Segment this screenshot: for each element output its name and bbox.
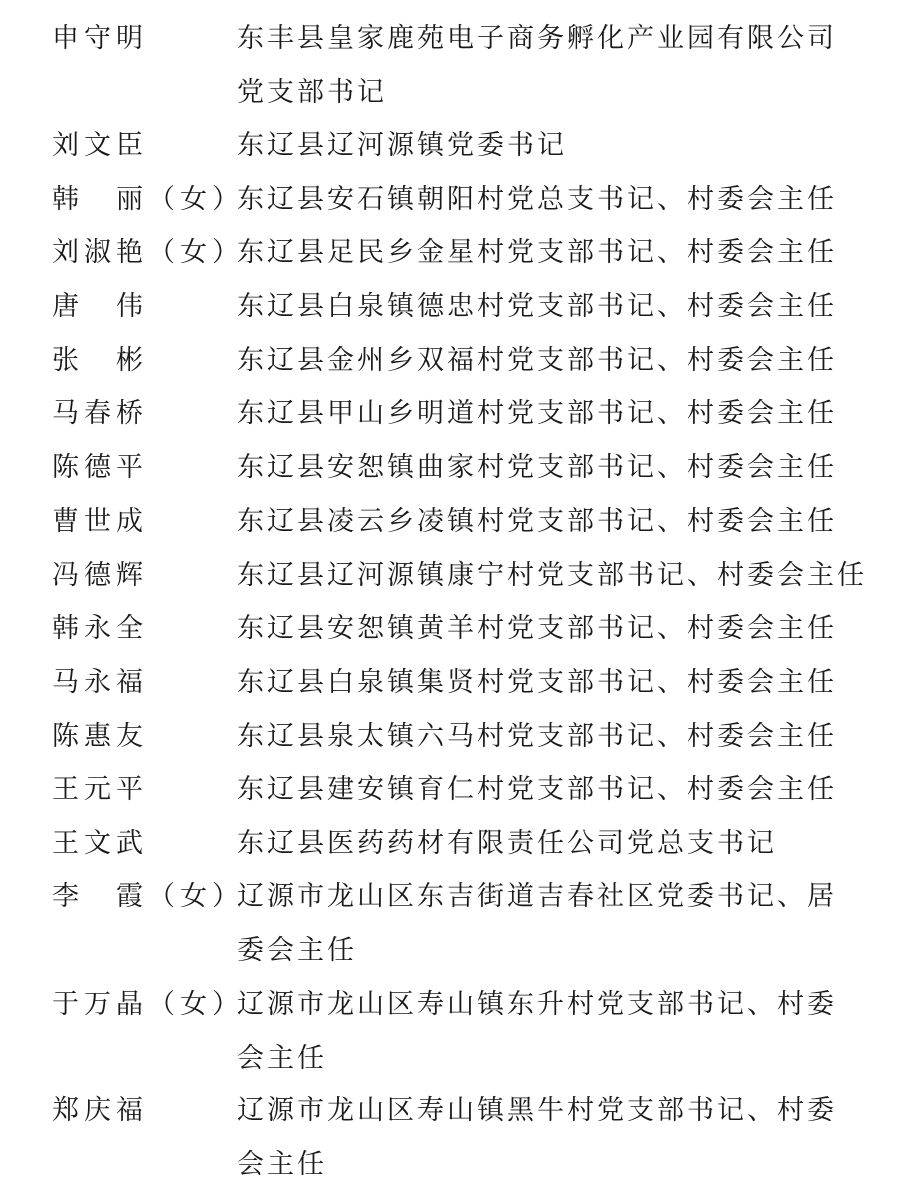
person-name: 李 霞（女） bbox=[52, 881, 244, 912]
title-line: 东辽县凌云乡凌镇村党支部书记、村委会主任 bbox=[237, 506, 837, 537]
title-line: 东辽县辽河源镇党委书记 bbox=[237, 130, 567, 161]
person-name: 申守明 bbox=[52, 23, 148, 54]
title-line: 东辽县辽河源镇康宁村党支部书记、村委会主任 bbox=[237, 560, 867, 591]
person-name: 王文武 bbox=[52, 828, 148, 859]
person-name: 于万晶（女） bbox=[52, 989, 244, 1020]
title-line: 东辽县白泉镇德忠村党支部书记、村委会主任 bbox=[237, 291, 837, 322]
person-title bbox=[237, 763, 857, 817]
title-line: 东辽县安恕镇曲家村党支部书记、村委会主任 bbox=[237, 452, 837, 483]
person-title bbox=[237, 817, 857, 871]
title-line: 会主任 bbox=[237, 1149, 327, 1180]
title-line: 东辽县足民乡金星村党支部书记、村委会主任 bbox=[237, 237, 837, 268]
person-name: 冯德辉 bbox=[52, 560, 148, 591]
person-name: 韩永全 bbox=[52, 613, 148, 644]
person-title bbox=[237, 334, 857, 388]
title-line: 东辽县金州乡双福村党支部书记、村委会主任 bbox=[237, 345, 837, 376]
title-line: 东辽县甲山乡明道村党支部书记、村委会主任 bbox=[237, 398, 837, 429]
person-name: 王元平 bbox=[52, 774, 148, 805]
title-line: 东辽县建安镇育仁村党支部书记、村委会主任 bbox=[237, 774, 837, 805]
person-name: 曹世成 bbox=[52, 506, 148, 537]
title-line: 委会主任 bbox=[237, 935, 357, 966]
person-name: 陈惠友 bbox=[52, 721, 148, 752]
person-title bbox=[237, 119, 857, 173]
title-line: 辽源市龙山区寿山镇东升村党支部书记、村委 bbox=[237, 989, 837, 1020]
title-line: 党支部书记 bbox=[237, 77, 387, 108]
person-name: 刘文臣 bbox=[52, 130, 148, 161]
title-line: 东丰县皇家鹿苑电子商务孵化产业园有限公司 bbox=[237, 23, 837, 54]
person-title bbox=[237, 387, 857, 441]
person-name: 韩 丽（女） bbox=[52, 184, 244, 215]
title-line: 东辽县医药药材有限责任公司党总支书记 bbox=[237, 828, 777, 859]
title-line: 东辽县白泉镇集贤村党支部书记、村委会主任 bbox=[237, 667, 837, 698]
title-line: 会主任 bbox=[237, 1043, 327, 1074]
title-line: 东辽县泉太镇六马村党支部书记、村委会主任 bbox=[237, 721, 837, 752]
title-line: 东辽县安石镇朝阳村党总支书记、村委会主任 bbox=[237, 184, 837, 215]
title-line: 辽源市龙山区东吉街道吉春社区党委书记、居 bbox=[237, 881, 837, 912]
person-title bbox=[237, 656, 857, 710]
title-line: 辽源市龙山区寿山镇黑牛村党支部书记、村委 bbox=[237, 1095, 837, 1126]
person-title bbox=[237, 870, 857, 978]
person-title bbox=[237, 602, 857, 656]
person-title bbox=[237, 978, 857, 1086]
person-title bbox=[237, 1084, 857, 1192]
person-title bbox=[237, 12, 857, 120]
person-title bbox=[237, 549, 867, 603]
person-name: 唐 伟 bbox=[52, 291, 148, 322]
person-name: 马永福 bbox=[52, 667, 148, 698]
person-title bbox=[237, 495, 857, 549]
person-name: 陈德平 bbox=[52, 452, 148, 483]
person-title bbox=[237, 226, 857, 280]
person-name: 刘淑艳（女） bbox=[52, 237, 244, 268]
title-line: 东辽县安恕镇黄羊村党支部书记、村委会主任 bbox=[237, 613, 837, 644]
person-name: 郑庆福 bbox=[52, 1095, 148, 1126]
person-name: 张 彬 bbox=[52, 345, 148, 376]
person-title bbox=[237, 710, 857, 764]
person-title bbox=[237, 441, 857, 495]
person-name: 马春桥 bbox=[52, 398, 148, 429]
person-title bbox=[237, 280, 857, 334]
person-title bbox=[237, 173, 857, 227]
